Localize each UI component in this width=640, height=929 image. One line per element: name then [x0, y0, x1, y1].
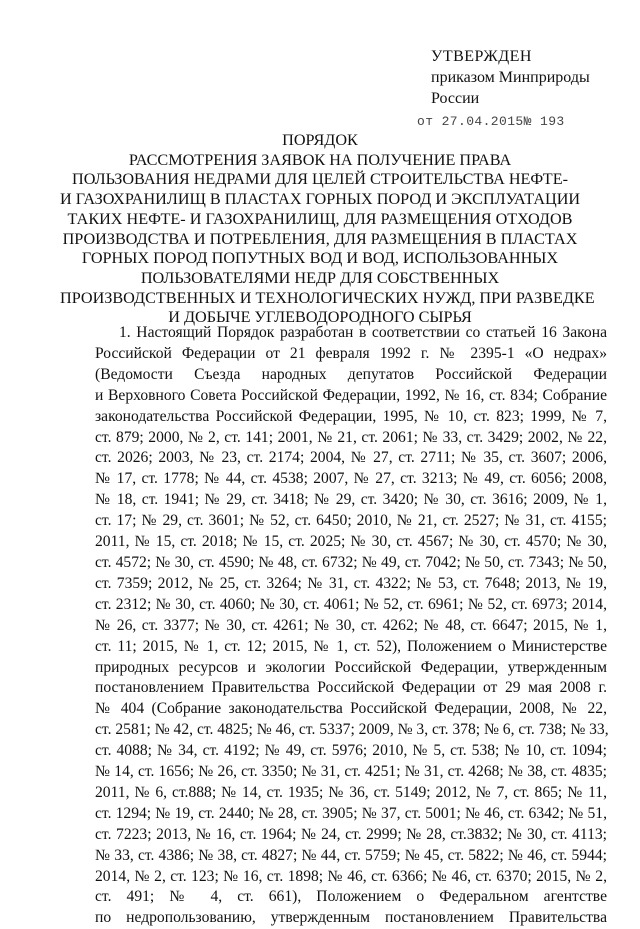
title-line: ГОРНЫХ ПОРОД ПОПУТНЫХ ВОД И ВОД, ИСПОЛЬЗОВАННЫХ [81, 249, 559, 268]
body-line: 2011, № 15, ст. 2018; № 15, ст. 2025; № 30, ст. 4567; № 30, ст. 4570; № 30, [95, 533, 607, 551]
approval-country: России [431, 90, 480, 107]
document-title [60, 131, 595, 328]
body-line: и Верховного Совета Российской Федерации, 1992, № 16, ст. 834; Собрание [95, 386, 607, 404]
body-line: ст. 4088; № 34, ст. 4192; № 49, ст. 5976; 2010, № 5, ст. 538; № 10, ст. 1094; [95, 742, 607, 760]
body-line: № 18, ст. 1941; № 29, ст. 3418; № 29, ст. 3420; № 30, ст. 3616; 2009, № 1, [95, 491, 607, 509]
body-line: Российской Федерации от 21 февраля 1992 г. № 2395-1 «О недрах» [95, 344, 607, 362]
title-line: И ГАЗОХРАНИЛИЩ В ПЛАСТАХ ГОРНЫХ ПОРОД И ЭКСПЛУАТАЦИИ [60, 190, 581, 209]
approval-stamp [417, 46, 621, 132]
body-line: (Ведомости Съезда народных депутатов Российской Федерации [95, 365, 607, 383]
body-line: законодательства Российской Федерации, 1995, № 10, ст. 823; 1999, № 7, [95, 407, 607, 425]
body-line: ст. 2026; 2003, № 23, ст. 2174; 2004, № 27, ст. 2711; № 35, ст. 3607; 2006, [95, 449, 607, 467]
title-line: ПОЛЬЗОВАТЕЛЯМИ НЕДР ДЛЯ СОБСТВЕННЫХ [140, 268, 500, 287]
approval-heading: УТВЕРЖДЕН [431, 48, 532, 65]
title-line: ПОРЯДОК [282, 131, 358, 149]
body-line: 1. Настоящий Порядок разработан в соответствии со статьей 16 Закона [119, 324, 607, 341]
approval-date: от 27.04.2015№ 193 [417, 114, 565, 129]
body-line: природных ресурсов и экологии Российской Федерации, утвержденным [95, 658, 607, 676]
body-line: 2011, № 6, ст.888; № 14, ст. 1935; № 36, ст. 5149; 2012, № 7, ст. 865; № 11, [95, 783, 607, 801]
body-line: по недропользованию, утвержденным постановлением Правительства [95, 909, 607, 927]
body-line: ст. 491; № 4, ст. 661), Положением о Федеральном агентстве [95, 888, 607, 906]
body-line: ст. 2581; № 42, ст. 4825; № 46, ст. 5337; 2009, № 3, ст. 378; № 6, ст. 738; № 33, [95, 721, 609, 739]
title-line: И ДОБЫЧЕ УГЛЕВОДОРОДНОГО СЫРЬЯ [168, 308, 472, 327]
title-line: ПРОИЗВОДСТВЕННЫХ И ТЕХНОЛОГИЧЕСКИХ НУЖД, ПРИ РАЗВЕДКЕ [60, 288, 595, 307]
title-line: ТАКИХ НЕФТЕ- И ГАЗОХРАНИЛИЩ, ДЛЯ РАЗМЕЩЕНИЯ ОТХОДОВ [67, 209, 573, 228]
body-line: ст. 11; 2015, № 1, ст. 12; 2015, № 1, ст. 52), Положением о Министерстве [95, 637, 607, 655]
body-line: № 17, ст. 1778; № 44, ст. 4538; 2007, № 27, ст. 3213; № 49, ст. 6056; 2008, [95, 470, 607, 488]
document-body [95, 323, 607, 929]
body-line: № 404 (Собрание законодательства Российской Федерации, 2008, № 22, [95, 700, 607, 718]
body-line: № 14, ст. 1656; № 26, ст. 3350; № 31, ст. 4251; № 31, ст. 4268; № 38, ст. 4835; [95, 763, 607, 781]
body-line: ст. 7359; 2012, № 25, ст. 3264; № 31, ст. 4322; № 53, ст. 7648; 2013, № 19, [95, 574, 607, 592]
body-line: № 26, ст. 3377; № 30, ст. 4261; № 30, ст. 4262; № 48, ст. 6647; 2015, № 1, [95, 616, 607, 634]
body-line: 2014, № 2, ст. 123; № 16, ст. 1898; № 46, ст. 6366; № 46, ст. 6370; 2015, № 2, [95, 867, 607, 885]
approval-order: приказом Минприроды [431, 69, 590, 86]
title-line: ПОЛЬЗОВАНИЯ НЕДРАМИ ДЛЯ ЦЕЛЕЙ СТРОИТЕЛЬСТВА НЕФТЕ- [72, 170, 568, 189]
body-line: ст. 7223; 2013, № 16, ст. 1964; № 24, ст. 2999; № 28, ст.3832; № 30, ст. 4113; [95, 825, 607, 843]
body-line: ст. 2312; № 30, ст. 4060; № 30, ст. 4061; № 52, ст. 6961; № 52, ст. 6973; 2014, [95, 595, 607, 613]
title-line: РАССМОТРЕНИЯ ЗАЯВОК НА ПОЛУЧЕНИЕ ПРАВА [128, 150, 512, 169]
body-line: ст. 879; 2000, № 2, ст. 141; 2001, № 21, ст. 2061; № 33, ст. 3429; 2002, № 22, [95, 428, 607, 446]
body-line: постановлением Правительства Российской Федерации от 29 мая 2008 г. [95, 679, 607, 697]
title-line: ПРОИЗВОДСТВА И ПОТРЕБЛЕНИЯ, ДЛЯ РАЗМЕЩЕНИЯ В ПЛАСТАХ [62, 229, 578, 248]
body-line: ст. 1294; № 19, ст. 2440; № 28, ст. 3905; № 37, ст. 5001; № 46, ст. 6342; № 51, [95, 804, 607, 822]
body-line: ст. 17; № 29, ст. 3601; № 52, ст. 6450; 2010, № 21, ст. 2527; № 31, ст. 4155; [95, 512, 607, 530]
body-line: № 33, ст. 4386; № 38, ст. 4827; № 44, ст. 5759; № 45, ст. 5822; № 46, ст. 5944; [95, 846, 607, 864]
body-line: ст. 4572; № 30, ст. 4590; № 48, ст. 6732; № 49, ст. 7042; № 50, ст. 7343; № 50, [95, 553, 607, 571]
